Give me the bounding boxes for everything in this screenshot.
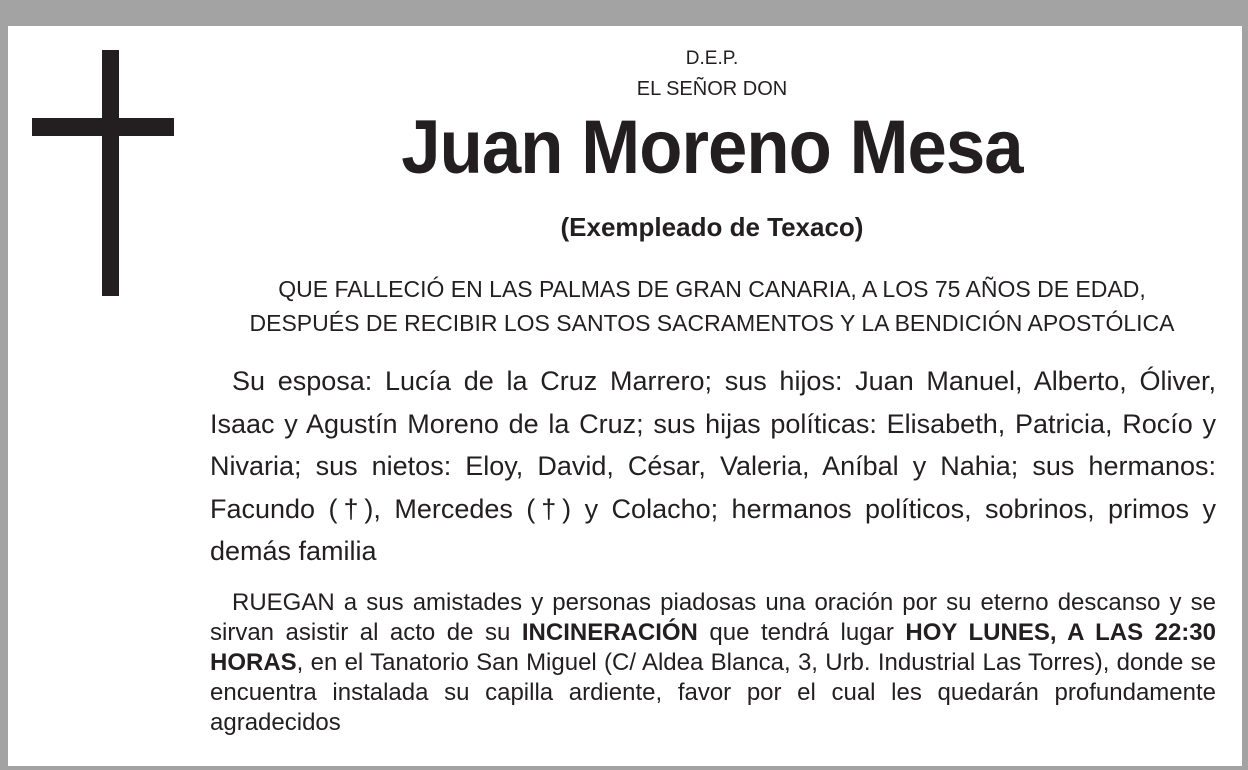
death-line-2: DESPUÉS DE RECIBIR LOS SANTOS SACRAMENTOS Y LA BENDICIÓN APOSTÓLICA [249, 310, 1175, 336]
request-text-2: que tendrá lugar [697, 619, 906, 646]
request-text-1: RUEGAN a sus amistades y personas piadosas una oración por su eterno descanso y se sirvan asistir al acto de su [210, 589, 1216, 646]
family-paragraph: Su esposa: Lucía de la Cruz Marrero; sus hijos: Juan Manuel, Alberto, Óliver, Isaac y Agustín Moreno de la Cruz; sus hijas políticas: Elisabeth, Patricia, Rocío y Nivaria; sus nietos: Eloy, David, César, Valeria, Aníbal y Nahia; sus hermanos: Facundo (†), Mercedes (†) y Colacho; hermanos políticos, sobrinos, primos y demás familia [210, 366, 1216, 566]
death-statement [208, 272, 1216, 340]
occupation: (Exempleado de Texaco) [560, 212, 864, 242]
obituary-notice [8, 26, 1242, 766]
request-text-3: , en el Tanatorio San Miguel (C/ Aldea Blanca, 3, Urb. Industrial Las Torres), donde se encuentra instalada su capilla ardiente, favor por el cual les quedarán profundamente agradecidos [210, 649, 1216, 736]
title-line: EL SEÑOR DON [636, 78, 788, 100]
cross-horizontal-bar [32, 118, 174, 136]
request-paragraph [210, 588, 1216, 738]
deceased-name: Juan Moreno Mesa [401, 105, 1023, 190]
dep-line: D.E.P. [685, 48, 739, 69]
ceremony-type: INCINERACIÓN [521, 619, 698, 646]
ceremony-time: HOY LUNES, A LAS 22:30 HORAS [210, 619, 1216, 676]
death-line-1: QUE FALLECIÓ EN LAS PALMAS DE GRAN CANARIA, A LOS 75 AÑOS DE EDAD, [278, 276, 1146, 302]
cross-vertical-bar [102, 50, 119, 296]
